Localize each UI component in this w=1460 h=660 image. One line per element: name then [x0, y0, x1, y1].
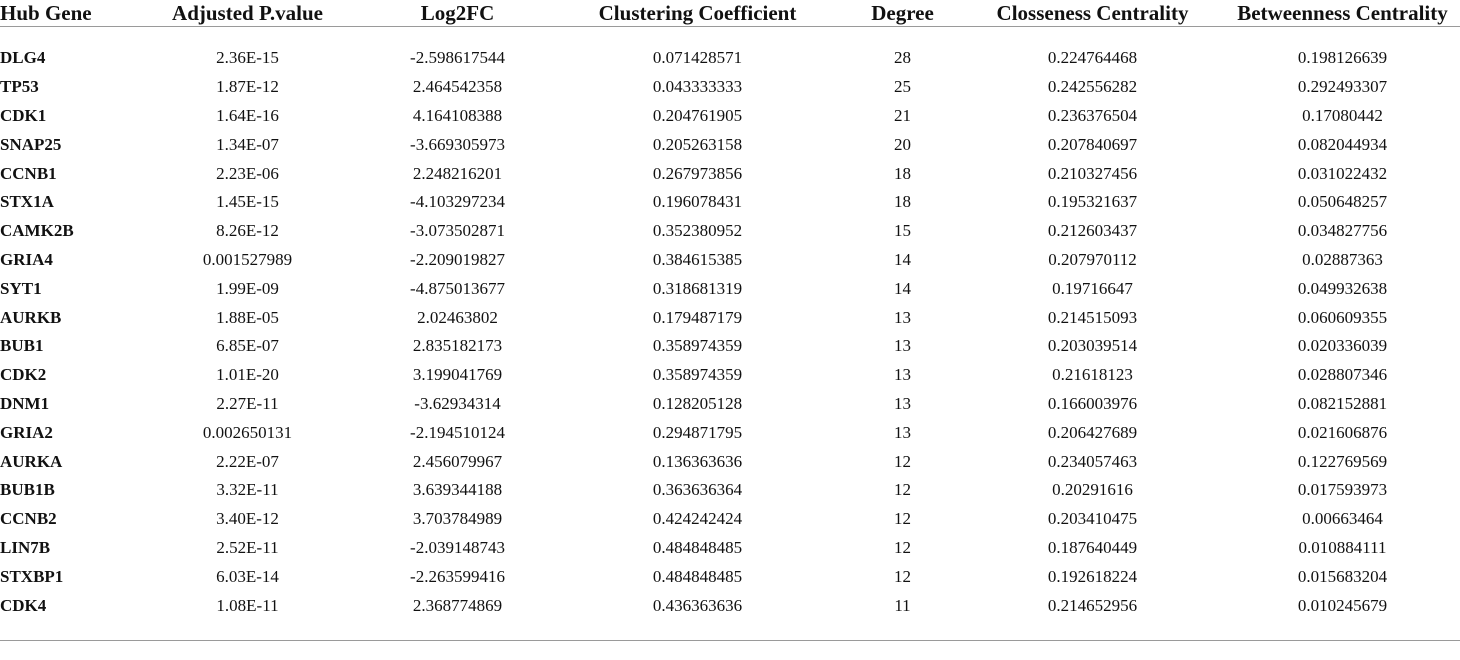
betweenness-centrality-cell: 0.015683204 [1297, 566, 1388, 586]
table-row [0, 159, 1460, 188]
degree-cell: 12 [894, 537, 911, 557]
betweenness-centrality-cell: 0.020336039 [1297, 336, 1388, 356]
betweenness-centrality-cell: 0.050648257 [1297, 192, 1388, 212]
adjusted-pvalue-cell: 1.87E-12 [216, 77, 279, 97]
closeness-centrality-cell: 0.21618123 [1052, 365, 1133, 385]
gene-cell: CDK1 [0, 105, 47, 125]
table-row [0, 102, 1460, 131]
closeness-centrality-cell: 0.234057463 [1047, 451, 1138, 471]
gene-cell: GRIA2 [0, 422, 53, 442]
betweenness-centrality-cell: 0.034827756 [1297, 221, 1388, 241]
header-hub-gene: Hub Gene [0, 0, 92, 25]
closeness-centrality-cell: 0.212603437 [1047, 221, 1138, 241]
closeness-centrality-cell: 0.19716647 [1052, 278, 1133, 298]
betweenness-centrality-cell: 0.122769569 [1297, 451, 1388, 471]
adjusted-pvalue-cell: 8.26E-12 [216, 221, 279, 241]
header-degree: Degree [871, 0, 934, 25]
log2fc-cell: 2.456079967 [412, 451, 503, 471]
table-row [0, 217, 1460, 246]
closeness-centrality-cell: 0.214515093 [1047, 307, 1138, 327]
header-adjusted-pvalue: Adjusted P.value [172, 0, 323, 25]
table-row [0, 303, 1460, 332]
adjusted-pvalue-cell: 2.36E-15 [216, 48, 279, 68]
closeness-centrality-cell: 0.203039514 [1047, 336, 1138, 356]
log2fc-cell: 3.703784989 [412, 509, 503, 529]
log2fc-cell: -4.875013677 [410, 278, 505, 298]
adjusted-pvalue-cell: 2.27E-11 [216, 393, 279, 413]
adjusted-pvalue-cell: 0.001527989 [202, 249, 293, 269]
table-row [0, 505, 1460, 534]
gene-cell: CCNB1 [0, 163, 57, 183]
table-row [0, 73, 1460, 102]
degree-cell: 13 [894, 393, 911, 413]
table-body [0, 27, 1460, 641]
table-bottom-rule [0, 620, 1460, 641]
degree-cell: 18 [894, 192, 911, 212]
gene-cell: STX1A [0, 192, 54, 212]
header-divider [0, 27, 1460, 45]
gene-cell: SNAP25 [0, 134, 62, 154]
gene-cell: CAMK2B [0, 221, 74, 241]
adjusted-pvalue-cell: 6.03E-14 [216, 566, 279, 586]
log2fc-cell: -3.62934314 [414, 393, 501, 413]
adjusted-pvalue-cell: 1.34E-07 [216, 134, 279, 154]
degree-cell: 13 [894, 422, 911, 442]
clustering-coefficient-cell: 0.358974359 [652, 365, 743, 385]
degree-cell: 15 [894, 221, 911, 241]
adjusted-pvalue-cell: 1.64E-16 [216, 105, 279, 125]
header-log2fc: Log2FC [420, 0, 495, 25]
degree-cell: 13 [894, 336, 911, 356]
closeness-centrality-cell: 0.207840697 [1047, 134, 1138, 154]
gene-cell: GRIA4 [0, 249, 53, 269]
adjusted-pvalue-cell: 1.01E-20 [216, 365, 279, 385]
closeness-centrality-cell: 0.214652956 [1047, 595, 1138, 615]
log2fc-cell: -4.103297234 [410, 192, 505, 212]
header-betweenness-centrality: Betweenness Centrality [1237, 0, 1448, 25]
betweenness-centrality-cell: 0.082152881 [1297, 393, 1388, 413]
degree-cell: 18 [894, 163, 911, 183]
adjusted-pvalue-cell: 3.32E-11 [216, 480, 279, 500]
clustering-coefficient-cell: 0.436363636 [652, 595, 743, 615]
table-row [0, 188, 1460, 217]
clustering-coefficient-cell: 0.424242424 [652, 509, 743, 529]
table-row [0, 130, 1460, 159]
gene-cell: CDK4 [0, 595, 47, 615]
table-row [0, 390, 1460, 419]
degree-cell: 12 [894, 451, 911, 471]
betweenness-centrality-cell: 0.017593973 [1297, 480, 1388, 500]
clustering-coefficient-cell: 0.267973856 [652, 163, 743, 183]
clustering-coefficient-cell: 0.318681319 [652, 278, 743, 298]
closeness-centrality-cell: 0.207970112 [1048, 249, 1137, 269]
gene-cell: STXBP1 [0, 566, 64, 586]
clustering-coefficient-cell: 0.384615385 [652, 249, 743, 269]
clustering-coefficient-cell: 0.204761905 [652, 105, 743, 125]
table-row [0, 332, 1460, 361]
log2fc-cell: 3.199041769 [412, 365, 503, 385]
betweenness-centrality-cell: 0.010245679 [1297, 595, 1388, 615]
log2fc-cell: 2.248216201 [412, 163, 503, 183]
gene-cell: CDK2 [0, 365, 47, 385]
adjusted-pvalue-cell: 1.45E-15 [216, 192, 279, 212]
degree-cell: 20 [894, 134, 911, 154]
betweenness-centrality-cell: 0.00663464 [1302, 509, 1383, 529]
betweenness-centrality-cell: 0.021606876 [1297, 422, 1388, 442]
clustering-coefficient-cell: 0.352380952 [652, 221, 743, 241]
clustering-coefficient-cell: 0.196078431 [652, 192, 743, 212]
header-row [0, 0, 1460, 27]
table-row [0, 418, 1460, 447]
degree-cell: 21 [894, 105, 911, 125]
betweenness-centrality-cell: 0.198126639 [1297, 48, 1388, 68]
clustering-coefficient-cell: 0.179487179 [652, 307, 743, 327]
clustering-coefficient-cell: 0.358974359 [652, 336, 743, 356]
closeness-centrality-cell: 0.236376504 [1047, 105, 1138, 125]
gene-cell: TP53 [0, 77, 39, 97]
clustering-coefficient-cell: 0.043333333 [652, 77, 743, 97]
closeness-centrality-cell: 0.166003976 [1047, 393, 1138, 413]
log2fc-cell: 2.02463802 [417, 307, 498, 327]
degree-cell: 12 [894, 480, 911, 500]
degree-cell: 14 [894, 278, 911, 298]
log2fc-cell: -2.598617544 [410, 48, 505, 68]
table-row [0, 44, 1460, 73]
header-closeness-centrality: Closseness Centrality [996, 0, 1189, 25]
table-row [0, 476, 1460, 505]
gene-cell: LIN7B [0, 537, 51, 557]
log2fc-cell: 2.835182173 [412, 336, 503, 356]
log2fc-cell: 2.464542358 [412, 77, 503, 97]
degree-cell: 28 [894, 48, 911, 68]
closeness-centrality-cell: 0.210327456 [1047, 163, 1138, 183]
log2fc-cell: 2.368774869 [412, 595, 503, 615]
table-row [0, 534, 1460, 563]
clustering-coefficient-cell: 0.128205128 [652, 393, 743, 413]
betweenness-centrality-cell: 0.292493307 [1297, 77, 1388, 97]
adjusted-pvalue-cell: 1.88E-05 [216, 307, 279, 327]
clustering-coefficient-cell: 0.294871795 [652, 422, 743, 442]
clustering-coefficient-cell: 0.071428571 [652, 48, 743, 68]
gene-cell: DNM1 [0, 393, 50, 413]
table-row [0, 591, 1460, 620]
table-row [0, 274, 1460, 303]
betweenness-centrality-cell: 0.02887363 [1302, 249, 1383, 269]
adjusted-pvalue-cell: 3.40E-12 [216, 509, 279, 529]
table-row [0, 246, 1460, 275]
closeness-centrality-cell: 0.187640449 [1047, 537, 1138, 557]
adjusted-pvalue-cell: 1.08E-11 [216, 595, 279, 615]
clustering-coefficient-cell: 0.136363636 [652, 451, 743, 471]
log2fc-cell: -2.209019827 [410, 249, 505, 269]
betweenness-centrality-cell: 0.17080442 [1302, 105, 1383, 125]
closeness-centrality-cell: 0.224764468 [1047, 48, 1138, 68]
gene-cell: BUB1 [0, 336, 44, 356]
degree-cell: 14 [894, 249, 911, 269]
betweenness-centrality-cell: 0.082044934 [1297, 134, 1388, 154]
closeness-centrality-cell: 0.195321637 [1047, 192, 1138, 212]
header-clustering-coefficient: Clustering Coefficient [598, 0, 797, 25]
gene-cell: DLG4 [0, 48, 46, 68]
table-header [0, 0, 1460, 27]
closeness-centrality-cell: 0.192618224 [1047, 566, 1138, 586]
gene-cell: BUB1B [0, 480, 55, 500]
betweenness-centrality-cell: 0.031022432 [1297, 163, 1388, 183]
log2fc-cell: 3.639344188 [412, 480, 503, 500]
log2fc-cell: 4.164108388 [412, 105, 503, 125]
gene-cell: AURKA [0, 451, 63, 471]
closeness-centrality-cell: 0.242556282 [1047, 77, 1138, 97]
gene-cell: CCNB2 [0, 509, 57, 529]
adjusted-pvalue-cell: 2.52E-11 [216, 537, 279, 557]
adjusted-pvalue-cell: 6.85E-07 [216, 336, 279, 356]
gene-cell: AURKB [0, 307, 62, 327]
degree-cell: 11 [894, 595, 911, 615]
betweenness-centrality-cell: 0.010884111 [1298, 537, 1387, 557]
clustering-coefficient-cell: 0.484848485 [652, 566, 743, 586]
log2fc-cell: -2.039148743 [410, 537, 505, 557]
closeness-centrality-cell: 0.203410475 [1047, 509, 1138, 529]
adjusted-pvalue-cell: 0.002650131 [202, 422, 293, 442]
betweenness-centrality-cell: 0.060609355 [1297, 307, 1388, 327]
degree-cell: 12 [894, 566, 911, 586]
log2fc-cell: -3.669305973 [410, 134, 505, 154]
degree-cell: 12 [894, 509, 911, 529]
closeness-centrality-cell: 0.206427689 [1047, 422, 1138, 442]
adjusted-pvalue-cell: 2.22E-07 [216, 451, 279, 471]
degree-cell: 13 [894, 307, 911, 327]
clustering-coefficient-cell: 0.363636364 [652, 480, 743, 500]
adjusted-pvalue-cell: 2.23E-06 [216, 163, 279, 183]
betweenness-centrality-cell: 0.049932638 [1297, 278, 1388, 298]
table-row [0, 562, 1460, 591]
betweenness-centrality-cell: 0.028807346 [1297, 365, 1388, 385]
clustering-coefficient-cell: 0.205263158 [652, 134, 743, 154]
gene-cell: SYT1 [0, 278, 42, 298]
adjusted-pvalue-cell: 1.99E-09 [216, 278, 279, 298]
closeness-centrality-cell: 0.20291616 [1052, 480, 1133, 500]
clustering-coefficient-cell: 0.484848485 [652, 537, 743, 557]
table-row [0, 447, 1460, 476]
degree-cell: 25 [894, 77, 911, 97]
log2fc-cell: -2.263599416 [410, 566, 505, 586]
log2fc-cell: -3.073502871 [410, 221, 505, 241]
log2fc-cell: -2.194510124 [410, 422, 505, 442]
table-row [0, 361, 1460, 390]
degree-cell: 13 [894, 365, 911, 385]
